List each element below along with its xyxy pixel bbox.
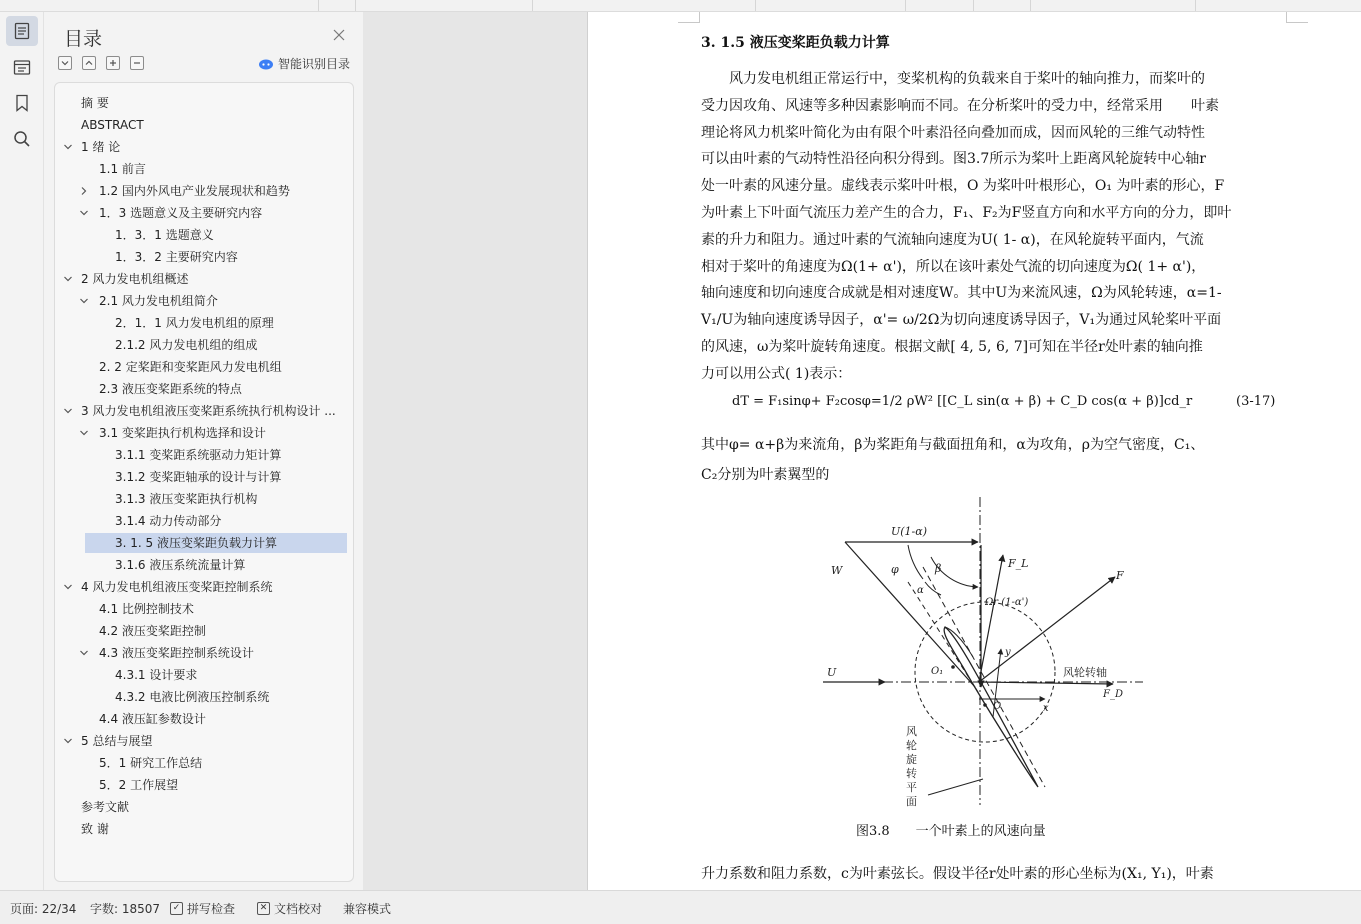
- chevron-down-icon[interactable]: [79, 208, 89, 218]
- spell-check-button[interactable]: ✓ 拼写检查: [170, 900, 235, 917]
- body-line: V₁/U为轴向速度诱导因子，α'= ω/2Ω为切向速度诱导因子，V₁为通过风轮桨叶平面: [701, 312, 1222, 329]
- compat-mode-label: 兼容模式: [343, 902, 392, 916]
- section-heading: 3. 1.5 液压变桨距负载力计算: [701, 35, 890, 51]
- toc-item[interactable]: [55, 797, 347, 817]
- toc-item[interactable]: [55, 423, 347, 443]
- label-plane-4: 转: [906, 767, 917, 780]
- body-line: 理论将风力机桨叶简化为由有限个叶素沿径向叠加而成，因而风轮的三维气动特性: [701, 124, 1205, 141]
- label-fd: F_D: [1103, 689, 1123, 700]
- document-page[interactable]: [587, 12, 1361, 890]
- label-f: F: [1116, 569, 1124, 582]
- chevron-up-icon: [85, 59, 93, 67]
- document-outline-icon: [14, 22, 30, 40]
- close-icon[interactable]: [332, 28, 346, 42]
- blade-element-velocity-diagram: [813, 487, 1148, 807]
- toc-item[interactable]: [55, 357, 347, 377]
- status-bar: [0, 890, 1361, 924]
- toc-item[interactable]: [55, 269, 347, 289]
- toc-item-label: 参考文献: [81, 800, 130, 814]
- toc-item-label: 2.3 液压变桨距系统的特点: [99, 382, 242, 396]
- smart-toc-label: 智能识别目录: [278, 57, 351, 71]
- toc-item[interactable]: [85, 533, 347, 553]
- chevron-down-icon[interactable]: [79, 648, 89, 658]
- body-line: 其中φ= α+β为来流角，β为桨距角与截面扭角和，α为攻角，ρ为空气密度，C₁、: [701, 437, 1205, 453]
- body-line: 为叶素上下叶面气流压力差产生的合力，F₁、F₂为F竖直方向和水平方向的分力，即叶: [701, 205, 1232, 221]
- toc-item[interactable]: [55, 489, 347, 509]
- chevron-down-icon[interactable]: [63, 736, 73, 746]
- toc-item-label: 1．3．2 主要研究内容: [115, 250, 238, 264]
- label-plane-5: 平: [906, 781, 917, 794]
- body-line: 受力因攻角、风速等多种因素影响而不同。在分析桨叶的受力中，经常采用 叶素: [701, 97, 1219, 114]
- add-heading-button[interactable]: [106, 56, 120, 70]
- toc-item-label: 4 风力发电机组液压变桨距控制系统: [81, 580, 273, 594]
- page-indicator[interactable]: 页面: 22/34: [10, 902, 77, 916]
- label-alpha: α: [917, 585, 924, 596]
- body-line: 力可以用公式( 1)表示：: [701, 365, 852, 382]
- toc-item-label: 3.1 变桨距执行机构选择和设计: [99, 426, 266, 440]
- label-rotor-axis: 风轮转轴: [1063, 666, 1107, 679]
- toc-panel: [44, 12, 363, 890]
- toc-item-label: 3.1.1 变桨距系统驱动力矩计算: [115, 448, 282, 462]
- body-line: 相对于桨叶的角速度为Ω(1+ α')，所以在该叶素处气流的切向速度为Ω( 1+ α')，: [701, 258, 1206, 275]
- toc-title: 目录: [64, 28, 103, 50]
- toc-panel-button[interactable]: [6, 16, 38, 46]
- toc-item[interactable]: [55, 335, 347, 355]
- toc-item-label: 1.2 国内外风电产业发展现状和趋势: [99, 184, 290, 198]
- label-u-top: U(1-α): [891, 525, 927, 538]
- toc-item-label: 2. 2 定桨距和变桨距风力发电机组: [99, 360, 282, 374]
- proofread-icon: ✕: [257, 902, 270, 915]
- toc-item-label: 致 谢: [81, 822, 109, 836]
- body-line: 素的升力和阻力。通过叶素的气流轴向速度为U( 1- α)，在风轮旋转平面内，气流: [701, 231, 1204, 248]
- body-line: 风力发电机组正常运行中，变桨机构的负载来自于桨叶的轴向推力，而桨叶的: [701, 71, 1205, 87]
- chevron-right-icon[interactable]: [79, 186, 89, 196]
- toc-item-label: 2.1 风力发电机组简介: [99, 294, 218, 308]
- body-line: 的风速，ω为桨叶旋转角速度。根据文献[ 4, 5, 6, 7]可知在半径r处叶素的轴向推: [701, 339, 1203, 355]
- toc-item[interactable]: [55, 291, 347, 311]
- toc-item[interactable]: [55, 643, 347, 663]
- body-line-bottom: 升力系数和阻力系数，c为叶素弦长。假设半径r处叶素的形心坐标为(X₁, Y₁)，叶素: [701, 866, 1214, 882]
- toc-item[interactable]: [55, 467, 347, 487]
- toc-item[interactable]: [55, 731, 347, 751]
- document-canvas: [363, 12, 1361, 890]
- smart-toc-button[interactable]: [258, 55, 350, 72]
- bookmark-icon: [15, 94, 29, 112]
- toc-item-label: 1．3 选题意义及主要研究内容: [99, 206, 263, 220]
- check-icon: ✓: [170, 902, 183, 915]
- label-fl: F_L: [1008, 557, 1029, 570]
- toc-item[interactable]: [55, 599, 347, 619]
- toc-item[interactable]: [55, 401, 347, 421]
- toc-item[interactable]: [55, 709, 347, 729]
- toc-item[interactable]: [55, 775, 347, 795]
- equation-number: (3-17): [1236, 394, 1276, 409]
- toc-list: [54, 82, 354, 882]
- toc-item[interactable]: [55, 247, 347, 267]
- toc-item[interactable]: [55, 225, 347, 245]
- toc-item[interactable]: [55, 555, 347, 575]
- chapter-tree-icon: [13, 58, 31, 76]
- toc-item[interactable]: [55, 577, 347, 597]
- toc-item-label: 1．3．1 选题意义: [115, 228, 214, 242]
- toc-item[interactable]: [55, 313, 347, 333]
- toc-item-label: 3.1.6 液压系统流量计算: [115, 558, 246, 572]
- remove-heading-button[interactable]: [130, 56, 144, 70]
- toc-item-label: 3.1.3 液压变桨距执行机构: [115, 492, 258, 506]
- toc-item[interactable]: [55, 115, 347, 135]
- label-plane-2: 轮: [906, 739, 917, 752]
- doc-proofread-button[interactable]: ✕ 文档校对: [257, 900, 322, 917]
- word-count[interactable]: 字数: 18507: [90, 902, 161, 916]
- toc-item-label: 2.1.2 风力发电机组的组成: [115, 338, 258, 352]
- toc-item[interactable]: [55, 181, 347, 201]
- toc-item[interactable]: [55, 379, 347, 399]
- label-plane-1: 风: [906, 725, 917, 738]
- chevron-down-icon[interactable]: [79, 428, 89, 438]
- label-o: O: [993, 701, 1002, 712]
- toc-item-label: 5．1 研究工作总结: [99, 756, 203, 770]
- toc-item-label: 4.3.2 电液比例液压控制系统: [115, 690, 270, 704]
- top-ruler-strip: [0, 0, 1361, 12]
- bookmark-button[interactable]: [6, 88, 38, 118]
- collapse-all-button[interactable]: [58, 56, 72, 70]
- body-line: 轴向速度和切向速度合成就是相对速度W。其中U为来流风速，Ω为风轮转速，α=1-: [701, 285, 1222, 302]
- body-line: 处一叶素的风速分量。虚线表示桨叶叶根，O 为桨叶叶根形心，O₁ 为叶素的形心，F: [701, 178, 1225, 195]
- toc-item-label: 3 风力发电机组液压变桨距系统执行机构设计 ...: [81, 404, 336, 418]
- label-plane-3: 旋: [906, 753, 917, 766]
- minus-icon: [133, 59, 141, 67]
- toc-item[interactable]: [55, 621, 347, 641]
- equation: dT = F₁sinφ+ F₂cosφ=1/2 ρW² [[C_L sin(α + β) + C_D cos(α + β)]cd_r: [732, 394, 1193, 409]
- label-o1: O₁: [931, 666, 944, 677]
- body-line: 可以由叶素的气动特性沿径向积分得到。图3.7所示为桨叶上距离风轮旋转中心轴r: [701, 151, 1206, 168]
- chevron-down-icon[interactable]: [63, 274, 73, 284]
- toc-item[interactable]: [55, 137, 347, 157]
- search-icon: [13, 130, 31, 148]
- toc-item[interactable]: [55, 445, 347, 465]
- toc-item[interactable]: [55, 93, 347, 113]
- toc-item-label: 1.1 前言: [99, 162, 146, 176]
- chevron-down-icon: [61, 59, 69, 67]
- toc-item-label: 4.1 比例控制技术: [99, 602, 194, 616]
- toc-item-label: 4.4 液压缸参数设计: [99, 712, 206, 726]
- navigation-rail: [0, 12, 44, 890]
- toc-item[interactable]: [55, 159, 347, 179]
- body-line: C₂分别为叶素翼型的: [701, 467, 830, 483]
- label-x: x: [1043, 703, 1049, 714]
- toc-item-label: 3. 1. 5 液压变桨距负载力计算: [115, 536, 277, 550]
- find-button[interactable]: [6, 124, 38, 154]
- label-u-left: U: [827, 666, 837, 679]
- chevron-down-icon[interactable]: [63, 142, 73, 152]
- label-y: y: [1005, 647, 1011, 658]
- toc-item[interactable]: [55, 665, 347, 685]
- chevron-down-icon[interactable]: [63, 406, 73, 416]
- expand-up-button[interactable]: [82, 56, 96, 70]
- label-w: W: [831, 564, 843, 577]
- figure-caption: 图3.8 一个叶素上的风速向量: [856, 824, 1046, 839]
- label-phi: φ: [891, 563, 899, 576]
- toc-toolbar: [58, 56, 144, 70]
- toc-item-label: 5．2 工作展望: [99, 778, 179, 792]
- toc-item[interactable]: [55, 819, 347, 839]
- toc-item-label: 2 风力发电机组概述: [81, 272, 189, 286]
- chapter-nav-button[interactable]: [6, 52, 38, 82]
- toc-item-label: 摘 要: [81, 96, 109, 110]
- chevron-down-icon[interactable]: [79, 296, 89, 306]
- label-omega-r: Ωr (1-α'): [985, 597, 1029, 608]
- toc-item[interactable]: [55, 203, 347, 223]
- ai-cloud-icon: [258, 58, 274, 70]
- toc-item-label: 4.3 液压变桨距控制系统设计: [99, 646, 254, 660]
- toc-item-label: 2．1．1 风力发电机组的原理: [115, 316, 274, 330]
- toc-item[interactable]: [55, 511, 347, 531]
- toc-item-label: 3.1.4 动力传动部分: [115, 514, 222, 528]
- label-beta: β: [935, 562, 942, 575]
- toc-item-label: 4.3.1 设计要求: [115, 668, 198, 682]
- label-plane-6: 面: [906, 795, 917, 807]
- toc-item-label: 4.2 液压变桨距控制: [99, 624, 206, 638]
- toc-item-label: 1 绪 论: [81, 140, 121, 154]
- plus-icon: [109, 59, 117, 67]
- toc-item[interactable]: [55, 687, 347, 707]
- toc-item[interactable]: [55, 753, 347, 773]
- chevron-down-icon[interactable]: [63, 582, 73, 592]
- toc-item-label: 3.1.2 变桨距轴承的设计与计算: [115, 470, 282, 484]
- toc-item-label: ABSTRACT: [81, 118, 144, 132]
- toc-item-label: 5 总结与展望: [81, 734, 153, 748]
